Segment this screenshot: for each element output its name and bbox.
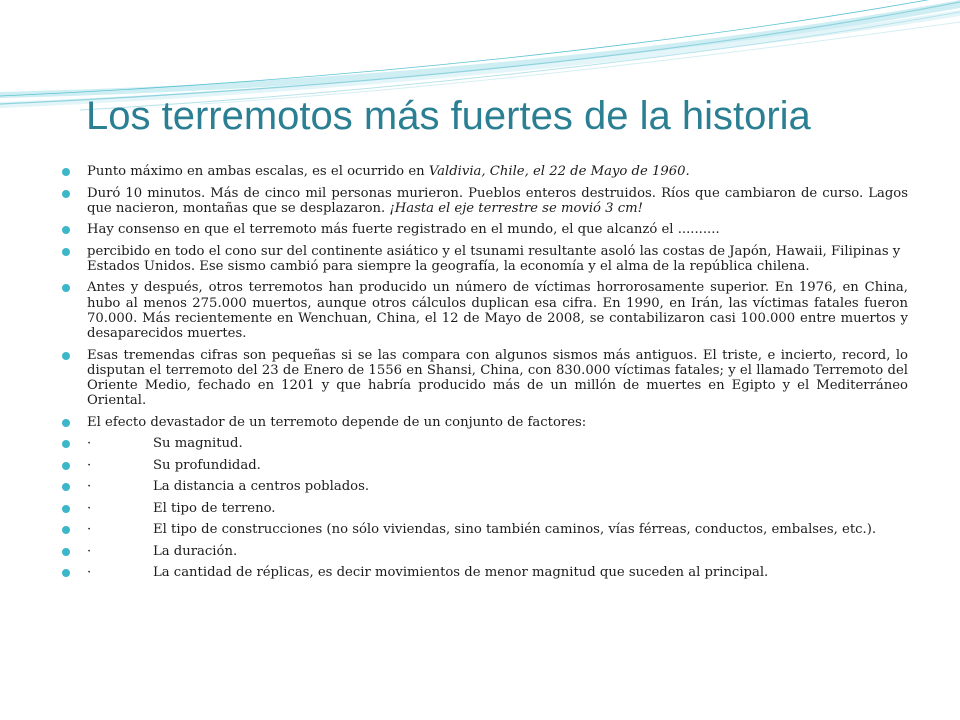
factor-text: Su magnitud.: [153, 436, 243, 452]
bullet-icon: [62, 284, 70, 292]
bullet-item: [62, 164, 908, 179]
bullet-text: percibido en todo el cono sur del continente asiático y el tsunami resultante asoló las costas de Japón, Hawaii, Filipinas y Estados Unidos. Ese sismo cambió para siempre la geografía, la economía y el alma de la república chilena.: [87, 243, 901, 274]
bullet-item: [62, 544, 908, 559]
factor-marker: ·: [87, 522, 92, 538]
bullet-icon: [62, 419, 70, 427]
bullet-item: [62, 479, 908, 494]
bullet-text: Esas tremendas cifras son pequeñas si se las compara con algunos sismos más antiguos. El triste, e incierto, record, lo disputan el terremoto del 23 de Enero de 1556 en Shansi, China, con 830.000 víctimas fatales; y el llamado Terremoto del Oriente Medio, fechado en 1201 y que habría producido más de un millón de muertes en Egipto y el Mediterráneo Oriental.: [87, 347, 908, 409]
bullet-icon: [62, 352, 70, 360]
bullet-item: [62, 565, 908, 580]
bullet-item: [62, 222, 908, 237]
bullet-emphasis: Valdivia, Chile, el 22 de Mayo de 1960.: [428, 164, 690, 179]
bullet-item: [62, 522, 908, 537]
bullet-list: [62, 164, 908, 587]
factor-text: La cantidad de réplicas, es decir movimientos de menor magnitud que suceden al principal.: [153, 565, 769, 581]
bullet-icon: [62, 248, 70, 256]
bullet-text: El efecto devastador de un terremoto depende de un conjunto de factores:: [87, 414, 587, 430]
factor-marker: ·: [87, 479, 92, 495]
factor-text: Su profundidad.: [153, 457, 261, 473]
bullet-item: [62, 280, 908, 341]
wave-band-1: [0, 0, 960, 98]
bullet-item: [62, 458, 908, 473]
bullet-icon: [62, 526, 70, 534]
bullet-item: [62, 244, 908, 274]
factor-text: La duración.: [153, 543, 238, 559]
bullet-item: [62, 436, 908, 451]
factor-marker: ·: [87, 543, 92, 559]
factor-marker: ·: [87, 565, 92, 581]
bullet-icon: [62, 226, 70, 234]
factor-text: El tipo de construcciones (no sólo viviendas, sino también caminos, vías férreas, conductos, embalses, etc.).: [153, 522, 877, 538]
bullet-item: [62, 501, 908, 516]
bullet-icon: [62, 483, 70, 491]
bullet-emphasis: ¡Hasta el eje terrestre se movió 3 cm!: [389, 200, 643, 216]
bullet-icon: [62, 462, 70, 470]
factor-marker: ·: [87, 457, 92, 473]
bullet-item: [62, 348, 908, 409]
bullet-item: [62, 186, 908, 216]
bullet-icon: [62, 190, 70, 198]
slide-title: Los terremotos más fuertes de la historia: [86, 94, 811, 138]
bullet-icon: [62, 505, 70, 513]
wave-line-3: [0, 0, 960, 96]
factor-marker: ·: [87, 500, 92, 516]
bullet-text: Punto máximo en ambas escalas, es el ocurrido en: [87, 164, 429, 179]
bullet-text: Duró 10 minutos. Más de cinco mil personas murieron. Pueblos enteros destruidos. Ríos que cambiaron de curso. Lagos que nacieron, montañas que se desplazaron.: [87, 185, 908, 216]
bullet-icon: [62, 440, 70, 448]
bullet-icon: [62, 168, 70, 176]
bullet-icon: [62, 569, 70, 577]
factor-text: La distancia a centros poblados.: [153, 479, 370, 495]
bullet-text: Antes y después, otros terremotos han producido un número de víctimas horrorosamente superior. En 1976, en China, hubo al menos 275.000 muertos, aunque otros cálculos duplican esa cifra. En 1990, en Irán, las víctimas fatales fueron 70.000. Más recientemente en Wenchuan, China, el 12 de Mayo de 2008, se contabilizaron casi 100.000 entre muertos y desaparecidos muertes.: [87, 280, 908, 342]
bullet-text: Hay consenso en que el terremoto más fuerte registrado en el mundo, el que alcanzó el ..........: [87, 222, 720, 238]
factor-marker: ·: [87, 436, 92, 452]
factor-text: El tipo de terreno.: [153, 500, 276, 516]
bullet-item: [62, 415, 908, 430]
bullet-icon: [62, 548, 70, 556]
